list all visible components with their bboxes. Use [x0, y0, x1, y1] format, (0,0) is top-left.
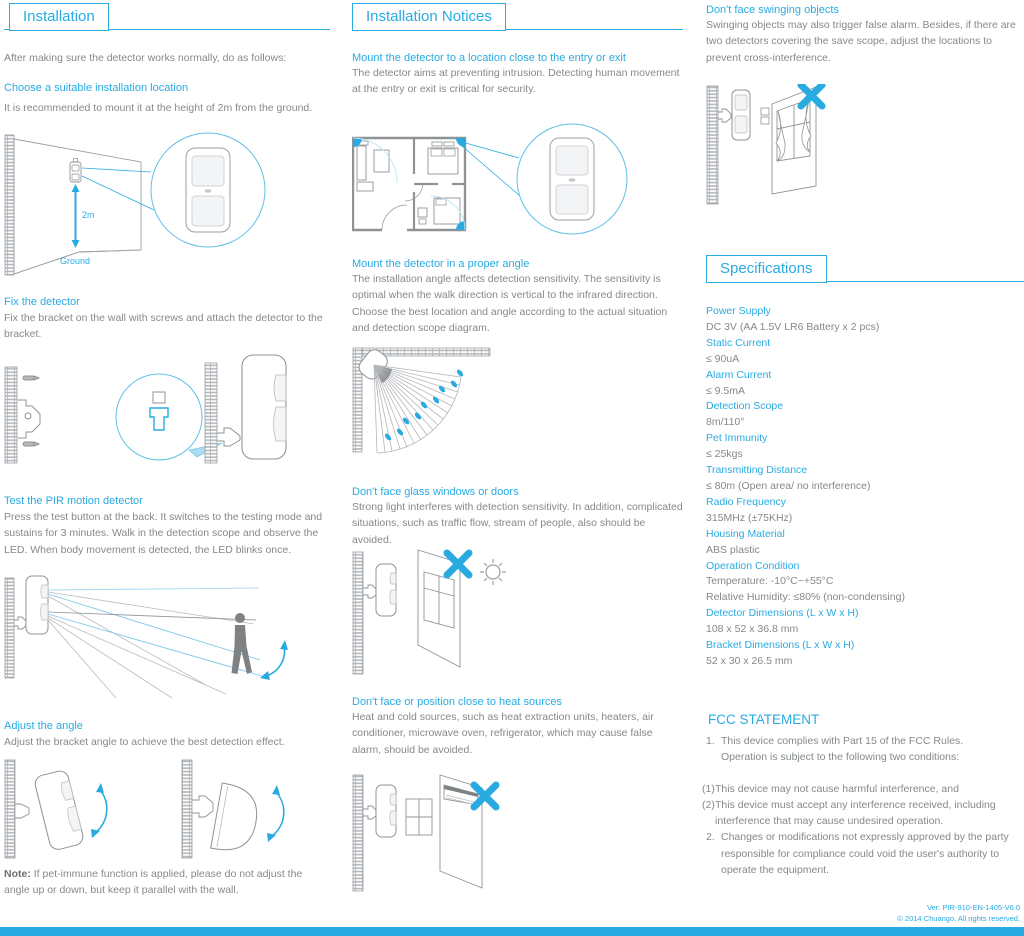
detector-side-view	[376, 564, 396, 616]
glass-window-diagram	[352, 548, 683, 678]
bracket-side	[363, 585, 377, 598]
installation-intro: After making sure the detector works normally, do as follows:	[4, 52, 287, 64]
person-silhouette	[232, 613, 253, 674]
spec-item-alarm-current: Alarm Current ≤ 9.5mA	[706, 368, 772, 397]
footer	[897, 903, 1020, 925]
detector-side-view	[242, 355, 286, 459]
fcc-item-1b: Operation is subject to the following two conditions:	[721, 751, 960, 764]
bracket-side	[363, 806, 377, 819]
detector-side-view	[26, 576, 48, 634]
floorplan	[353, 138, 465, 230]
mounting-height-diagram	[4, 132, 330, 302]
pet-immune-note	[4, 866, 330, 899]
heat-body: Heat and cold sources, such as heat extraction units, heaters, air conditioner, microwave oven, refrigerator, which may cause false alarm, should be avoided.	[352, 711, 654, 756]
spec-item-power: Power Supply DC 3V (AA 1.5V LR6 Battery x 2 pcs)	[706, 305, 880, 333]
fcc-item-1: 1. This device complies with Part 15 of the FCC Rules.	[706, 735, 964, 747]
spec-item-housing-material: Housing Material ABS plastic	[706, 527, 785, 556]
adjust-angle-diagram-svg	[4, 758, 330, 860]
specs-column	[702, 0, 1024, 936]
walk-direction-arrow	[260, 640, 288, 680]
heat-source-diagram	[352, 773, 683, 895]
screw-bottom	[23, 442, 39, 446]
adjust-angle-body: Adjust the bracket angle to achieve the best detection effect.	[4, 736, 285, 748]
glass-window-diagram-svg	[352, 548, 683, 678]
spec-item-detection-scope: Detection Scope 8m/110°	[706, 400, 784, 429]
proper-angle-title: Mount the detector in a proper angle	[352, 258, 530, 270]
detector-top-view	[211, 783, 262, 855]
spec-item-detector-dimensions: Detector Dimensions (L x W x H) 108 x 52 x 36.8 mm	[706, 607, 859, 636]
wall-strip	[707, 86, 718, 204]
detector-on-wall	[70, 159, 81, 183]
heat-title: Don't face or position close to heat sources	[352, 696, 562, 708]
glass-body: Strong light interferes with detection sensitivity. In addition, complicated situations, such as traffic flow, stream of people, also should be avoided.	[352, 501, 683, 546]
bottom-accent-bar	[0, 927, 1024, 936]
swing-body: Swinging objects may also trigger false alarm. Besides, if there are two detectors covering the save scope, adjust the locations to prevent cross-interference.	[706, 19, 1016, 64]
height-arrow	[72, 184, 80, 248]
fix-detector-body: Fix the bracket on the wall with screws and attach the detector to the bracket.	[4, 312, 323, 341]
detection-rays	[48, 588, 262, 698]
ground-label: Ground	[60, 256, 91, 266]
bracket-side	[718, 109, 731, 122]
detection-scope-diagram	[352, 347, 683, 459]
notices-header: Installation Notices	[352, 3, 506, 31]
detector-front-view	[732, 90, 750, 140]
mounting-height-diagram-svg	[4, 132, 330, 302]
screw-top	[23, 376, 39, 380]
entry-title: Mount the detector to a location close to the entry or exit	[352, 52, 626, 64]
detector-closeup	[517, 124, 627, 234]
bracket-top	[192, 796, 213, 817]
wall-strip	[5, 367, 17, 463]
detector-side-view	[376, 785, 396, 837]
spec-item-operation-condition: Operation Condition Temperature: -10°C~+55°C Relative Humidity: ≤80% (non-condensing)	[706, 559, 905, 604]
x-icon	[801, 85, 822, 106]
height-label: 2m	[82, 210, 95, 220]
floorplan-diagram-svg	[352, 122, 683, 242]
wall-strip	[353, 552, 363, 674]
wall-strip	[5, 135, 14, 275]
adjust-angle-title: Adjust the angle	[4, 720, 83, 732]
note-text: If pet-immune function is applied, please do not adjust the angle up or down, but keep it parallel with the wall.	[4, 868, 303, 897]
floorplan-diagram	[352, 122, 683, 242]
notices-column	[352, 0, 683, 936]
tilt-arrow	[91, 783, 107, 838]
installation-header: Installation	[9, 3, 109, 31]
specs-header: Specifications	[706, 255, 827, 283]
installation-column	[4, 0, 330, 936]
swinging-objects-diagram	[706, 84, 1024, 208]
x-icon	[447, 553, 469, 575]
fcc-condition-2: (2) This device must accept any interference received, including interference that may cause undesired operation.	[702, 798, 996, 828]
fix-detector-diagram	[4, 345, 330, 481]
tilted-detector-side	[33, 769, 84, 851]
swivel-arrow	[267, 785, 284, 842]
fcc-item-2: 2. Changes or modifications not expressly approved by the party responsible for compliance could void the user's authority to operate the equipment.	[706, 831, 1009, 876]
footer-version: Ver: PIR-910-EN-1405-V6.0	[927, 903, 1020, 912]
glass-title: Don't face glass windows or doors	[352, 486, 519, 498]
detection-scope-diagram-svg	[352, 347, 683, 459]
fcc-condition-1: (1) This device may not cause harmful interference, and	[702, 782, 959, 795]
back-window	[406, 799, 432, 835]
sun-icon	[480, 559, 506, 585]
choose-location-body: It is recommended to mount it at the height of 2m from the ground.	[4, 102, 313, 114]
fcc-header: FCC STATEMENT	[708, 712, 820, 727]
specs-list	[706, 304, 1024, 670]
wall-strip	[5, 578, 14, 678]
curtain-wall	[772, 87, 816, 194]
detector-closeup	[151, 133, 265, 247]
note-label: Note:	[4, 868, 31, 880]
choose-location-title: Choose a suitable installation location	[4, 82, 189, 94]
spec-item-static-current: Static Current ≤ 90uA	[706, 336, 771, 365]
footer-copyright: © 2014 Chuango. All rights reserved.	[897, 913, 1020, 923]
fix-detector-title: Fix the detector	[4, 296, 80, 308]
bracket-front	[18, 400, 40, 438]
fix-detector-diagram-svg	[4, 345, 330, 481]
detector-markers	[353, 138, 465, 230]
wall-strip	[353, 775, 363, 891]
test-pir-body: Press the test button at the back. It switches to the testing mode and sustains for 3 minutes. Walk in the detection scope and observe the LED. When body movement is detected, the LED blinks once.	[4, 511, 323, 556]
test-pir-diagram-svg	[4, 572, 330, 704]
wall-strip	[5, 760, 15, 858]
test-pir-diagram	[4, 572, 330, 704]
spec-item-radio-frequency: Radio Frequency 315MHz (±75KHz)	[706, 495, 793, 524]
entry-body: The detector aims at preventing intrusion. Detecting human movement at the entry or exit is critical for security.	[352, 67, 680, 96]
bracket-side	[14, 617, 27, 629]
bracket-side	[15, 804, 29, 818]
spec-item-bracket-dimensions: Bracket Dimensions (L x W x H) 52 x 30 x 26.5 mm	[706, 639, 855, 667]
test-pir-title: Test the PIR motion detector	[4, 495, 143, 507]
spec-item-pet-immunity: Pet Immunity ≤ 25kgs	[706, 432, 768, 461]
swinging-objects-diagram-svg	[706, 84, 1024, 208]
wall-strip-right	[182, 760, 192, 858]
fcc-statement	[702, 733, 1024, 878]
wall-strip-right	[205, 363, 217, 463]
proper-angle-body: The installation angle affects detection sensitivity. The sensitivity is optimal when the walk direction is vertical to the infrared direction. Choose the best location and angle according to the actual situation and detection scope diagram.	[352, 273, 668, 334]
adjust-angle-diagram	[4, 758, 330, 860]
spec-item-transmitting-distance: Transmitting Distance ≤ 80m (Open area/ no interference)	[706, 464, 871, 492]
swing-title: Don't face swinging objects	[706, 4, 839, 16]
switch-box	[761, 108, 769, 124]
heat-source-diagram-svg	[352, 773, 683, 895]
